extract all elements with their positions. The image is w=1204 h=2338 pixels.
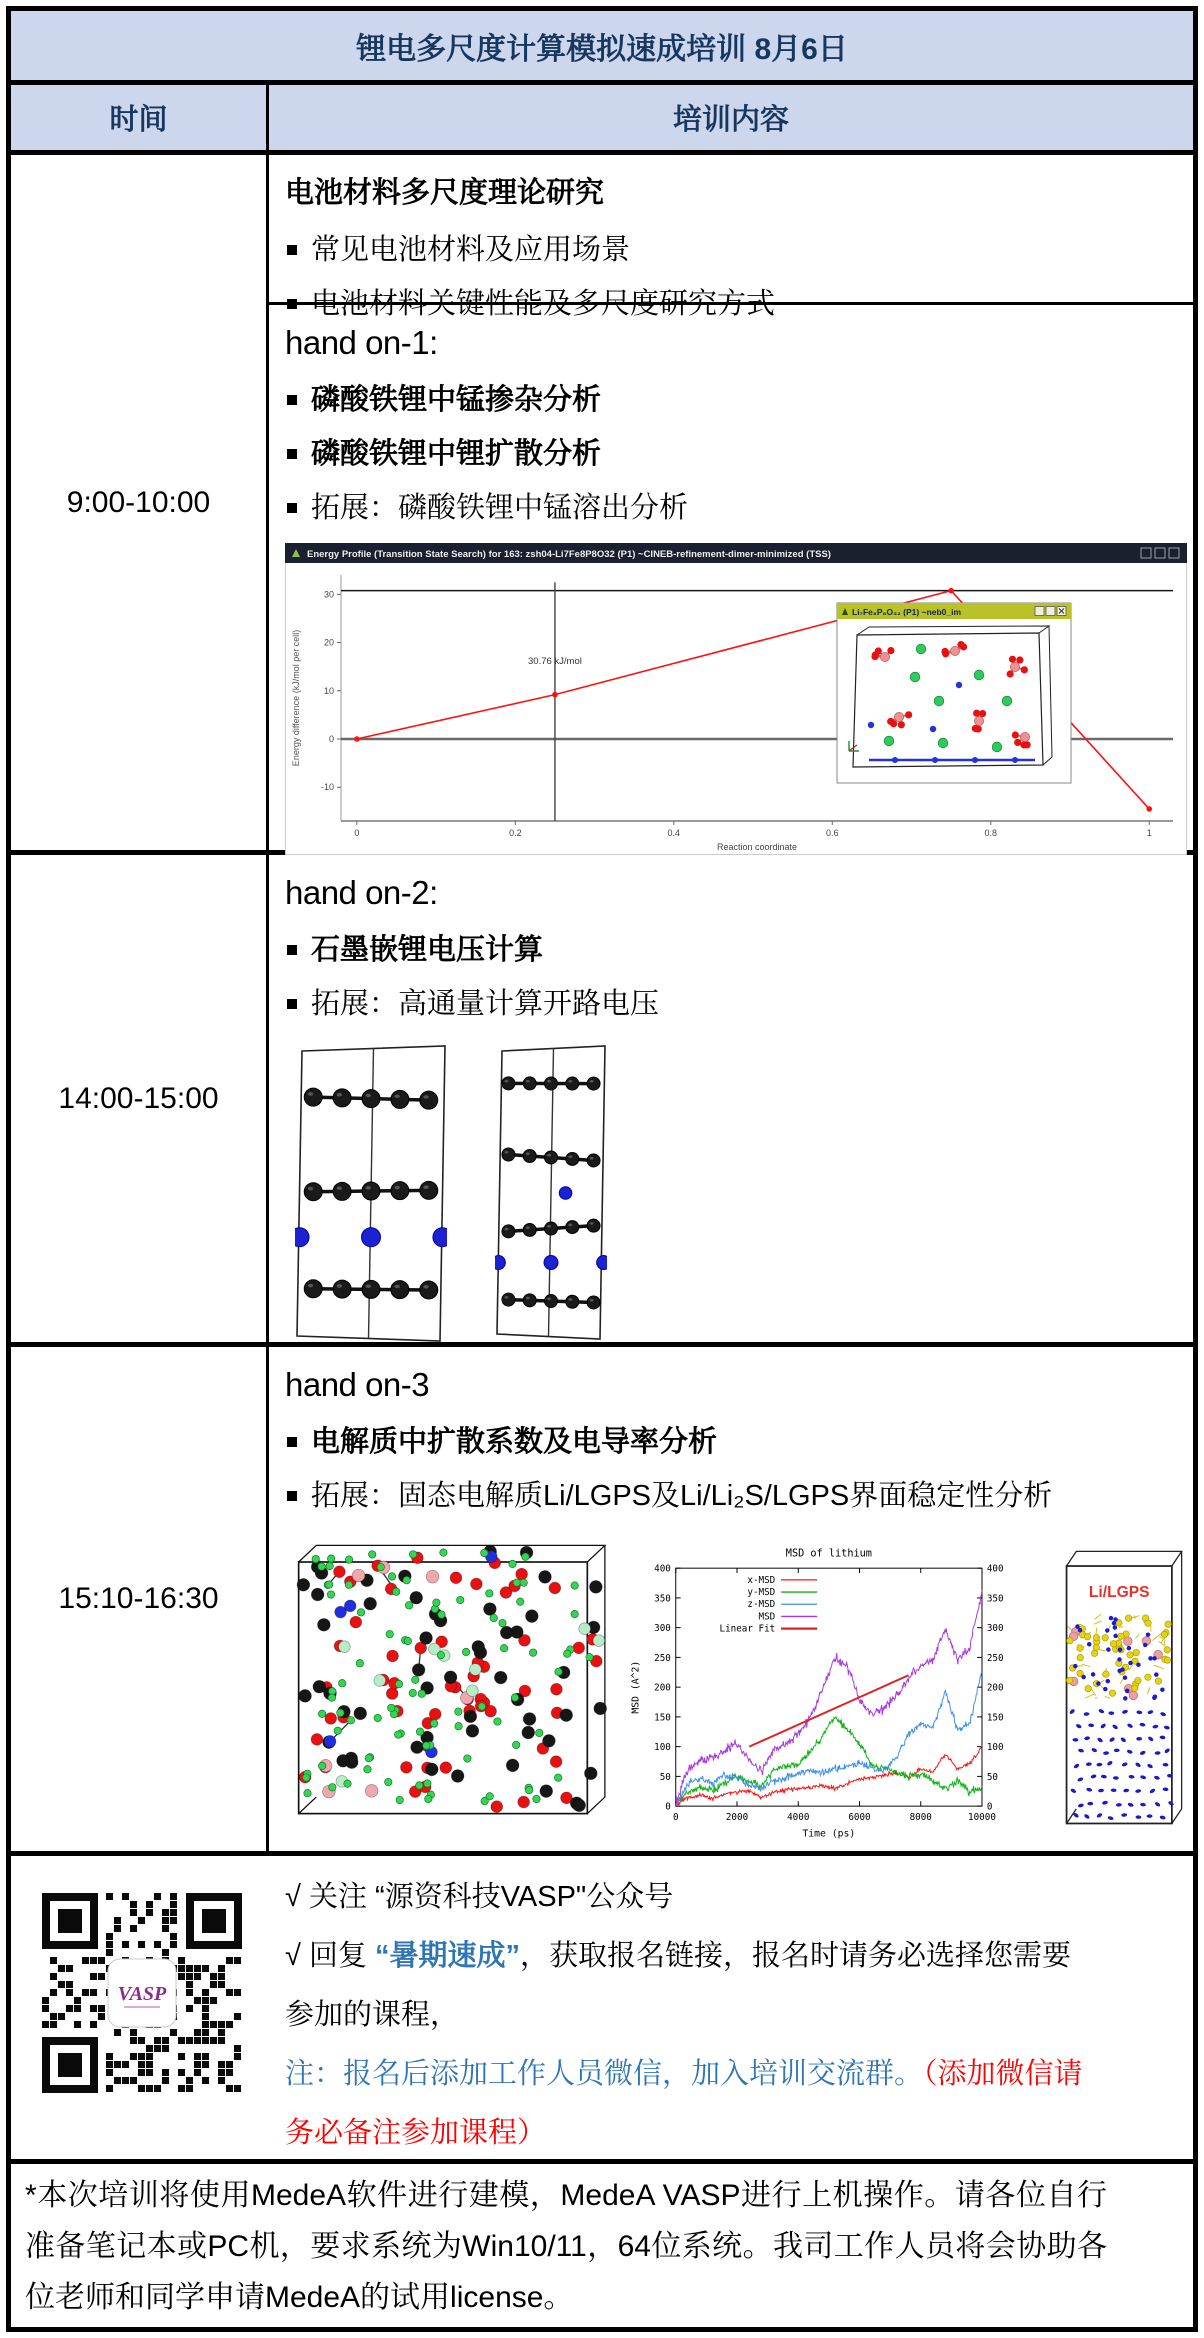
- svg-text:0: 0: [672, 1811, 679, 1823]
- svg-text:250: 250: [986, 1652, 1004, 1664]
- svg-text:0: 0: [328, 734, 334, 744]
- svg-text:4000: 4000: [786, 1811, 809, 1823]
- svg-text:10: 10: [323, 685, 334, 696]
- content-cell-afternoon-2: [269, 1347, 1193, 1851]
- column-header-row: [11, 80, 1193, 150]
- svg-text:50: 50: [986, 1771, 998, 1783]
- bullet-square-icon: [287, 299, 297, 309]
- bullet-square-icon: [287, 245, 297, 255]
- svg-text:100: 100: [653, 1742, 671, 1754]
- svg-text:350: 350: [986, 1593, 1004, 1605]
- svg-text:30.76 kJ/mol: 30.76 kJ/mol: [528, 656, 582, 668]
- svg-text:Li₇Fe₈P₈O₃₂ (P1) ~neb0_im: Li₇Fe₈P₈O₃₂ (P1) ~neb0_im: [852, 607, 962, 617]
- msd-chart-figure: [627, 1535, 1017, 1851]
- svg-text:150: 150: [986, 1712, 1004, 1724]
- registration-section: [11, 1851, 1193, 2159]
- bullet-square-icon: [287, 503, 297, 513]
- svg-text:-10: -10: [320, 782, 334, 793]
- bullet-item: 拓展：高通量计算开路电压: [285, 985, 1193, 1023]
- time-cell-morning: 9:00-10:00: [11, 155, 269, 850]
- graphite-li-structure-left: [295, 1045, 447, 1343]
- svg-text:Linear Fit: Linear Fit: [719, 1623, 775, 1635]
- footer-note: [11, 2159, 1193, 2327]
- content-cell-morning: [269, 155, 1193, 850]
- graphite-li-structure-right: [495, 1045, 607, 1341]
- keyword-highlight: “暑期速成”: [375, 1940, 521, 1972]
- svg-text:350: 350: [653, 1593, 671, 1605]
- svg-text:y-MSD: y-MSD: [746, 1586, 775, 1598]
- svg-text:MSD (A^2): MSD (A^2): [630, 1660, 642, 1714]
- page-title: [11, 11, 1193, 80]
- note-line-2: 务必备注参加课程）: [285, 2117, 547, 2149]
- svg-text:400: 400: [653, 1563, 671, 1575]
- bullet-square-icon: [287, 1437, 297, 1447]
- svg-text:0.6: 0.6: [826, 828, 839, 838]
- svg-text:1: 1: [1146, 828, 1152, 838]
- svg-text:0: 0: [354, 828, 360, 838]
- svg-text:Li/LGPS: Li/LGPS: [1088, 1584, 1150, 1602]
- svg-text:2000: 2000: [725, 1811, 748, 1823]
- bullet-item: 常见电池材料及应用场景: [285, 231, 1193, 269]
- svg-text:50: 50: [659, 1771, 671, 1783]
- section-heading: hand on-3: [285, 1366, 430, 1403]
- svg-text:20: 20: [323, 637, 334, 648]
- section-heading: 电池材料多尺度理论研究: [285, 177, 605, 209]
- svg-text:200: 200: [653, 1682, 671, 1694]
- schedule-row-afternoon-1: [11, 850, 1193, 1342]
- svg-text:6000: 6000: [847, 1811, 871, 1823]
- col-header-time: 时间: [11, 85, 269, 150]
- svg-text:30: 30: [323, 589, 334, 600]
- time-cell-afternoon-1: 14:00-15:00: [11, 855, 269, 1342]
- theory-section: [269, 155, 1193, 320]
- svg-text:Time (ps): Time (ps): [802, 1828, 855, 1840]
- bullet-square-icon: [287, 999, 297, 1009]
- footer-note-text: *本次培训将使用MedeA软件进行建模，MedeA VASP进行上机操作。请各位自行准备笔记本或PC机，要求系统为Win10/11，64位系统。我司工作人员将会协助各位老师和同学申请MedeA的试用license。: [25, 2179, 1107, 2314]
- bullet-item: 拓展：固态电解质Li/LGPS及Li/Li₂S/LGPS界面稳定性分析: [285, 1477, 1193, 1515]
- svg-text:MSD of lithium: MSD of lithium: [785, 1548, 872, 1560]
- svg-text:0: 0: [986, 1801, 993, 1813]
- li-lgps-interface-figure: [1049, 1535, 1193, 1835]
- reply-keyword-line: √ 回复 “暑期速成”，获取报名链接，报名时请务必选择您需要: [285, 1940, 1072, 1972]
- bullet-item: 磷酸铁锂中锰掺杂分析: [285, 381, 1193, 419]
- schedule-row-morning: [11, 150, 1193, 850]
- section-heading: hand on-2:: [285, 874, 438, 911]
- bullet-item: 拓展：磷酸铁锂中锰溶出分析: [285, 489, 1193, 527]
- electrolyte-md-box-figure: [285, 1535, 617, 1825]
- schedule-row-afternoon-2: [11, 1342, 1193, 1851]
- electrolyte-figures: [285, 1535, 1193, 1851]
- svg-text:300: 300: [986, 1623, 1004, 1635]
- bullet-item: 电解质中扩散系数及电导率分析: [285, 1423, 1193, 1461]
- page-title-text: 锂电多尺度计算模拟速成培训 8月6日: [356, 32, 848, 66]
- svg-text:200: 200: [986, 1682, 1004, 1694]
- svg-text:100: 100: [986, 1742, 1004, 1754]
- svg-text:0: 0: [664, 1801, 671, 1813]
- svg-text:Reaction coordinate: Reaction coordinate: [716, 842, 798, 852]
- svg-text:Energy difference (kJ/mol per: Energy difference (kJ/mol per cell): [291, 629, 301, 767]
- svg-text:0.2: 0.2: [509, 828, 522, 838]
- svg-text:Energy Profile (Transition Sta: Energy Profile (Transition State Search) for 163: zsh04-Li7Fe8P8O32 (P1) ~CINEB-refinement-dimer-minimized (TSS): [307, 549, 831, 560]
- energy-profile-window-figure: [285, 543, 1187, 855]
- follow-account-line: √ 关注 “源资科技VASP"公众号: [285, 1881, 674, 1913]
- svg-text:250: 250: [653, 1652, 671, 1664]
- note-line: 注：报名后添加工作人员微信，加入培训交流群。（添加微信请: [285, 2058, 1083, 2090]
- bullet-square-icon: [287, 395, 297, 405]
- registration-instructions: [285, 1866, 1181, 2159]
- svg-text:VASP: VASP: [117, 1983, 167, 2005]
- content-cell-afternoon-1: [269, 855, 1193, 1342]
- hands-on-3-section: [269, 1347, 1193, 1851]
- bullet-item: 磷酸铁锂中锂扩散分析: [285, 435, 1193, 473]
- bullet-square-icon: [287, 449, 297, 459]
- svg-text:MSD: MSD: [758, 1611, 775, 1623]
- svg-text:0.8: 0.8: [984, 828, 998, 838]
- svg-text:300: 300: [653, 1623, 671, 1635]
- svg-text:z-MSD: z-MSD: [746, 1599, 775, 1611]
- time-cell-afternoon-2: 15:10-16:30: [11, 1347, 269, 1851]
- hands-on-2-section: [269, 855, 1193, 1343]
- svg-text:x-MSD: x-MSD: [746, 1574, 775, 1586]
- svg-text:10000: 10000: [967, 1811, 996, 1823]
- training-schedule-table: [6, 6, 1198, 2332]
- bullet-item: 石墨嵌锂电压计算: [285, 931, 1193, 969]
- bullet-item: 电池材料关键性能及多尺度研究方式: [285, 285, 1193, 323]
- svg-text:8000: 8000: [909, 1811, 932, 1823]
- svg-text:0.4: 0.4: [667, 828, 681, 838]
- hands-on-1-section: [269, 305, 1193, 855]
- graphite-structures-figures: [285, 1045, 1193, 1343]
- wechat-qr-code: [29, 1880, 255, 2106]
- svg-text:150: 150: [653, 1712, 671, 1724]
- section-heading: hand on-1:: [285, 324, 438, 361]
- svg-text:400: 400: [986, 1563, 1004, 1575]
- bullet-square-icon: [287, 945, 297, 955]
- course-line: 参加的课程，: [285, 1999, 460, 2031]
- bullet-square-icon: [287, 1491, 297, 1501]
- col-header-content: 培训内容: [672, 104, 789, 137]
